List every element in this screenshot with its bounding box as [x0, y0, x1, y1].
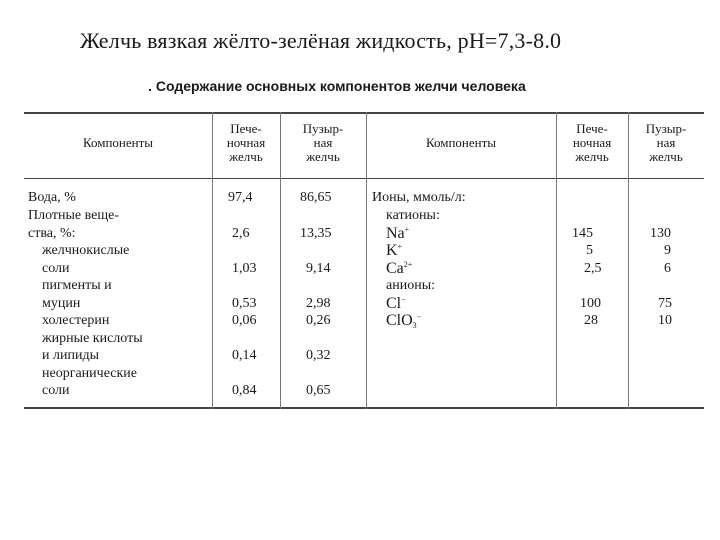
table-caption — [148, 78, 526, 94]
caption-prefix: . — [148, 78, 152, 94]
bladder-bile-value: 2,98 — [306, 296, 331, 311]
header-line: ночная — [226, 135, 266, 150]
ion-charge: + — [404, 225, 410, 234]
bladder-bile-value: 75 — [658, 296, 672, 311]
ion-symbol: K — [386, 242, 398, 259]
liver-bile-value: 28 — [584, 313, 598, 328]
ion-symbol: Na — [386, 225, 405, 242]
component-label: желчнокислые — [42, 243, 130, 258]
header-line: Пузыр- — [645, 121, 687, 136]
liver-bile-value: 2,6 — [232, 226, 250, 241]
header-bladder-bile-right — [628, 122, 704, 164]
cations-label: катионы: — [386, 208, 440, 223]
header-line: желчь — [575, 149, 609, 164]
component-label: муцин — [42, 296, 81, 311]
component-label: ства, %: — [28, 226, 76, 241]
calcium-ion — [386, 261, 412, 276]
bladder-bile-value: 13,35 — [300, 226, 332, 241]
chlorate-ion — [386, 313, 421, 328]
liver-bile-value: 5 — [586, 243, 593, 258]
ion-symbol: Ca — [386, 260, 404, 277]
bladder-bile-value: 0,26 — [306, 313, 331, 328]
slide-title: Желчь вязкая жёлто-зелёная жидкость, pH=7,3-8.0 — [80, 28, 562, 53]
component-label: соли — [42, 383, 70, 398]
header-bladder-bile-left — [280, 122, 366, 164]
component-label: Плотные веще- — [28, 208, 120, 223]
liver-bile-value: 0,14 — [232, 348, 257, 363]
liver-bile-value: 0,06 — [232, 313, 257, 328]
ion-subscript: 3 — [412, 321, 417, 330]
header-line: Пузыр- — [302, 121, 344, 136]
bladder-bile-value: 9,14 — [306, 261, 331, 276]
liver-bile-value: 2,5 — [584, 261, 602, 276]
table-header-rule — [24, 178, 704, 179]
ion-charge: − — [416, 312, 422, 321]
bladder-bile-value: 9 — [664, 243, 671, 258]
component-label: холестерин — [42, 313, 110, 328]
ions-label: Ионы, ммоль/л: — [372, 190, 466, 205]
chloride-ion — [386, 296, 406, 311]
header-line: желчь — [306, 149, 340, 164]
component-label: жирные кислоты — [42, 331, 143, 346]
header-liver-bile-left — [212, 122, 280, 164]
header-line: желчь — [229, 149, 263, 164]
bladder-bile-value: 130 — [650, 226, 671, 241]
header-line: ная — [313, 135, 333, 150]
liver-bile-value: 97,4 — [228, 190, 253, 205]
liver-bile-value: 145 — [572, 226, 593, 241]
header-line: Пече- — [230, 121, 262, 136]
anions-label: анионы: — [386, 278, 435, 293]
table-top-rule — [24, 112, 704, 114]
header-components-right: Компоненты — [425, 135, 497, 150]
liver-bile-value: 0,84 — [232, 383, 257, 398]
bladder-bile-value: 0,32 — [306, 348, 331, 363]
header-components-left: Компоненты — [82, 135, 154, 150]
column-divider — [366, 112, 367, 409]
component-label: пигменты и — [42, 278, 112, 293]
sodium-ion — [386, 226, 409, 241]
bladder-bile-value: 10 — [658, 313, 672, 328]
header-line: желчь — [649, 149, 683, 164]
bladder-bile-value: 6 — [664, 261, 671, 276]
component-label: соли — [42, 261, 70, 276]
liver-bile-value: 1,03 — [232, 261, 257, 276]
header-liver-bile-right — [556, 122, 628, 164]
header-line: ная — [656, 135, 676, 150]
ion-symbol: Cl — [386, 295, 402, 312]
ion-charge: + — [397, 242, 403, 251]
header-line: Пече- — [576, 121, 608, 136]
component-label: Вода, % — [28, 190, 76, 205]
potassium-ion — [386, 243, 402, 258]
bile-components-table — [24, 112, 704, 409]
component-label: неорганические — [42, 366, 137, 381]
header-line: ночная — [572, 135, 612, 150]
liver-bile-value: 100 — [580, 296, 601, 311]
ion-charge: − — [401, 295, 406, 304]
caption-text: Содержание основных компонентов желчи человека — [155, 78, 526, 94]
bladder-bile-value: 0,65 — [306, 383, 331, 398]
liver-bile-value: 0,53 — [232, 296, 257, 311]
component-label: и липиды — [42, 348, 99, 363]
ion-symbol: ClO — [386, 312, 413, 329]
table-bottom-rule — [24, 407, 704, 409]
ion-charge: 2+ — [403, 260, 413, 269]
bladder-bile-value: 86,65 — [300, 190, 332, 205]
